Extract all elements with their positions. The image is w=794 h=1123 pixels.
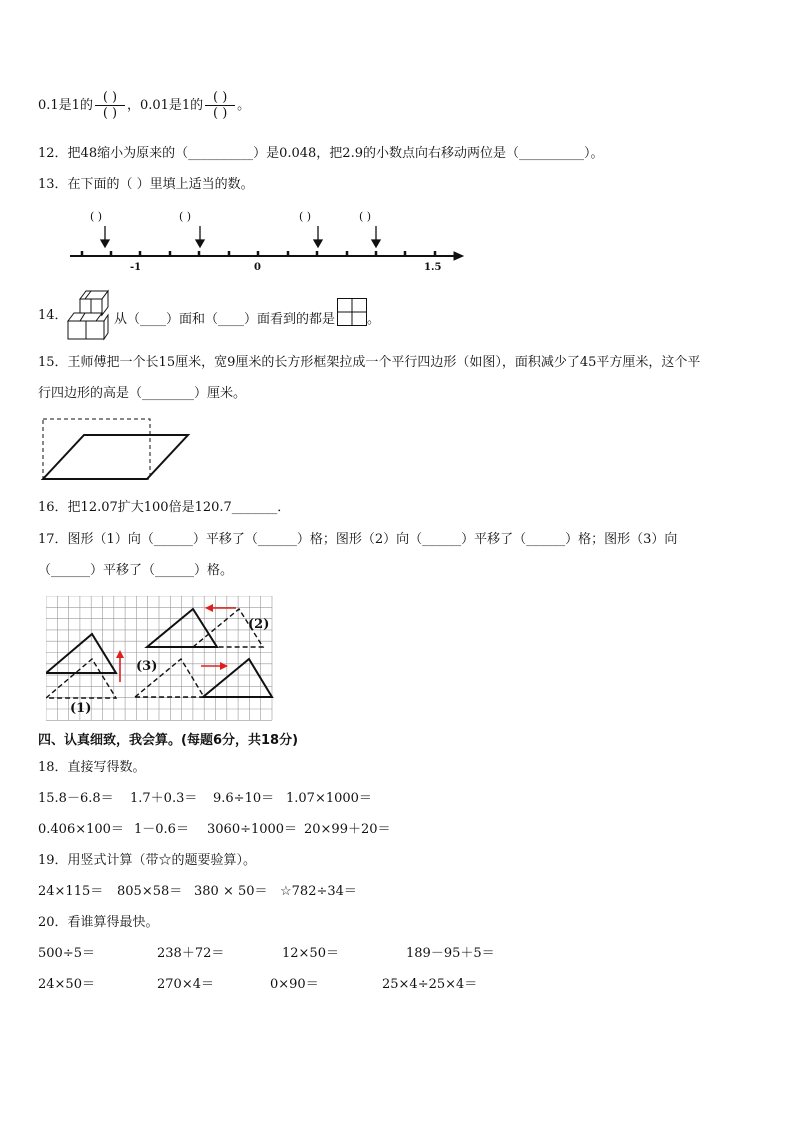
question-14-text [114, 308, 380, 331]
q19-item: 805×58＝ [117, 884, 183, 899]
label-shape-1: (1) [70, 701, 92, 716]
blank-2-label: ( ) [179, 210, 192, 223]
question-14 [38, 308, 68, 324]
tick-label-1-5: 1.5 [424, 262, 442, 273]
fraction-blank-1[interactable]: $\frac{( )}{( )}$ [95, 91, 125, 120]
red-arrows [116, 604, 236, 682]
fraction-blank-2[interactable]: $\frac{( )}{( )}$ [205, 91, 235, 120]
question-18-title: 18．直接写得数。 [38, 760, 146, 775]
q11-text-2: ，0.01是1的 [126, 98, 204, 113]
shape-3-solid [203, 659, 272, 697]
q11-text-1: 0.1是1的 [38, 98, 93, 113]
q20-row-1 [38, 946, 495, 962]
number-line-figure [62, 206, 472, 276]
q20-item: 189－95＋5＝ [406, 946, 495, 961]
tick-label-neg1: -1 [130, 262, 142, 273]
q18-row-1 [38, 791, 372, 807]
q20-item: 12×50＝ [282, 946, 339, 961]
question-13: 13．在下面的（ ）里填上适当的数。 [38, 177, 254, 192]
paren-labels [90, 210, 371, 223]
question-17-line1: 17．图形（1）向（______）平移了（______）格；图形（2）向（______）平移了（______）格；图形（3）向 [38, 532, 678, 547]
q19-item: ☆782÷34＝ [280, 884, 357, 899]
q18-item: 9.6÷10＝ [213, 791, 275, 806]
dashed-rectangle [43, 419, 150, 479]
q18-item: 1－0.6＝ [134, 822, 189, 837]
q19-item: 380 × 50＝ [194, 884, 268, 899]
q14-end: 。 [367, 312, 381, 327]
question-20-title: 20．看谁算得最快。 [38, 915, 159, 930]
q19-row [38, 884, 357, 900]
parallelogram-figure [40, 416, 192, 482]
question-16: 16．把12.07扩大100倍是120.7_______． [38, 500, 291, 515]
q18-item: 20×99＋20＝ [304, 822, 391, 837]
q18-row-2 [38, 822, 391, 838]
q11-text-3: 。 [237, 98, 251, 113]
parallelogram [43, 435, 188, 479]
q20-item: 500÷5＝ [38, 946, 95, 961]
question-11 [38, 88, 250, 124]
q18-item: 1.07×1000＝ [286, 791, 372, 806]
four-square-icon [337, 298, 367, 326]
blank-1-label: ( ) [90, 210, 103, 223]
blank-4-label: ( ) [359, 210, 372, 223]
question-19-title: 19．用竖式计算（带☆的题要验算）。 [38, 853, 257, 868]
tick-label-0: 0 [254, 262, 261, 273]
q18-item: 0.406×100＝ [38, 822, 124, 837]
shape-1-solid [46, 634, 116, 673]
q14-number: 14． [38, 308, 68, 323]
q14-text: 从（____）面和（____）面看到的都是 [114, 312, 336, 327]
q20-item: 25×4÷25×4＝ [382, 977, 478, 992]
label-shape-3: (3) [136, 659, 158, 674]
q19-item: 24×115＝ [38, 884, 104, 899]
question-15-line1: 15．王师傅把一个长15厘米，宽9厘米的长方形框架拉成一个平行四边形（如图），面积减少了45平方厘米，这个平 [38, 355, 701, 370]
question-17-line2: （______）平移了（______）格。 [38, 563, 234, 578]
axis-line [70, 251, 463, 260]
cube-stack-figure [66, 285, 114, 343]
q18-item: 1.7＋0.3＝ [130, 791, 198, 806]
down-arrows [101, 226, 380, 247]
label-shape-2: (2) [248, 617, 270, 632]
q20-item: 238＋72＝ [157, 946, 225, 961]
view-shape [337, 298, 367, 331]
q20-item: 0×90＝ [270, 977, 319, 992]
blank-3-label: ( ) [299, 210, 312, 223]
q20-item: 24×50＝ [38, 977, 95, 992]
q20-row-2 [38, 977, 477, 993]
q18-item: 3060÷1000＝ [207, 822, 298, 837]
translation-grid-figure [46, 596, 274, 722]
section-4-heading: 四、认真细致，我会算。(每题6分，共18分) [38, 733, 299, 748]
q18-item: 15.8－6.8＝ [38, 791, 114, 806]
q20-item: 270×4＝ [157, 977, 214, 992]
question-15-line2: 行四边形的高是（________）厘米。 [38, 386, 247, 401]
question-12: 12．把48缩小为原来的（__________）是0.048，把2.9的小数点向右移动两位是（__________）。 [38, 146, 604, 161]
